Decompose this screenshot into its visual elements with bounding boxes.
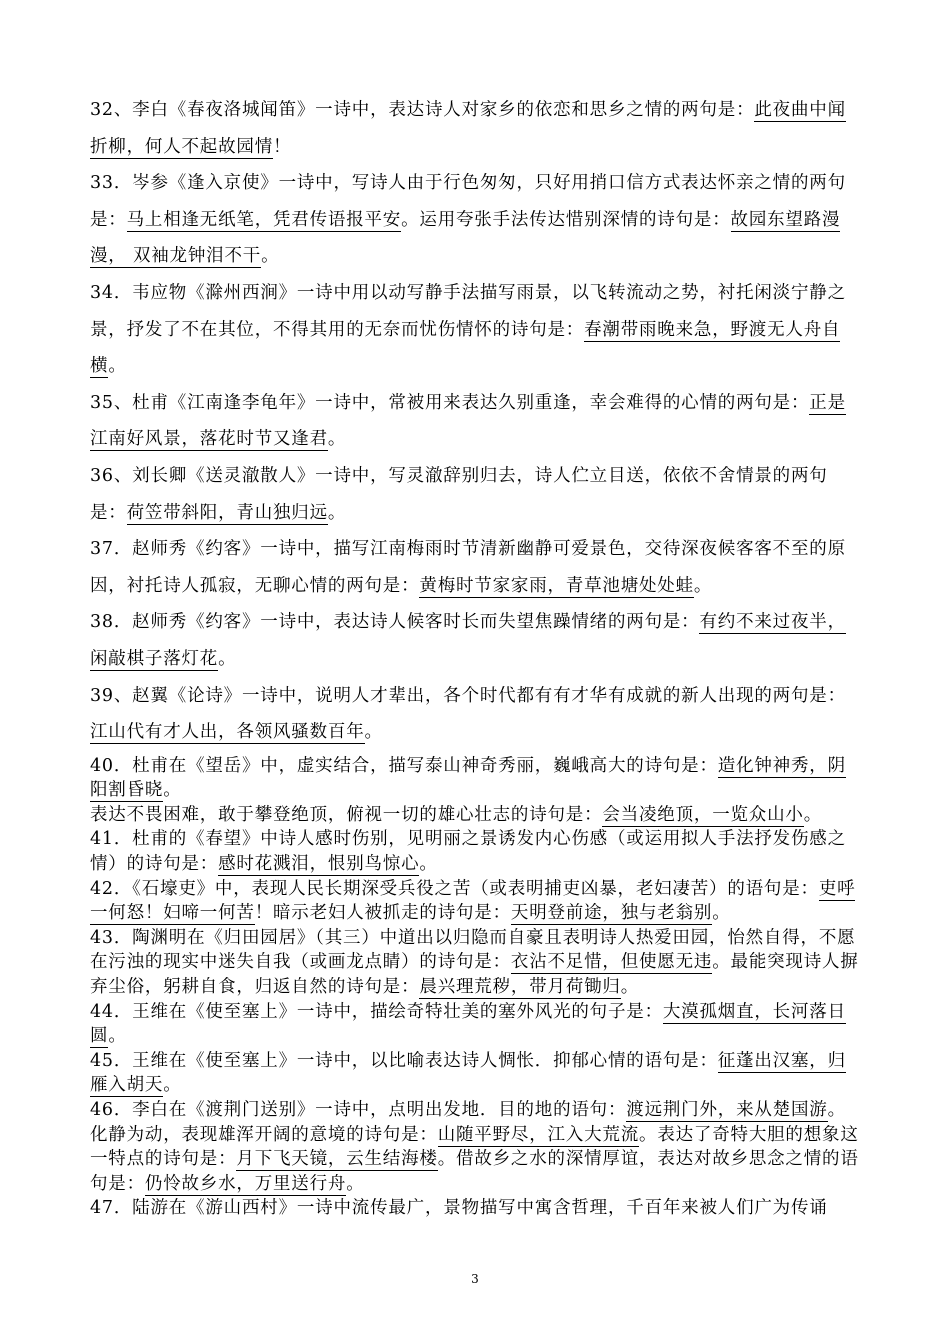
question-text: 。 (218, 648, 237, 669)
answer-underlined: 征蓬出汉塞，归雁入胡天 (90, 1050, 846, 1096)
question-item (90, 92, 862, 165)
question-text: 。 (364, 722, 383, 743)
question-text: ！ (273, 136, 292, 157)
question-text: 45．王维在《使至塞上》一诗中，以比喻表达诗人惆怅．抑郁心情的语句是： (90, 1050, 718, 1071)
answer-underlined: 正是江南好风景，落花时节又逢君 (90, 392, 846, 450)
question-text: 46．李白在《渡荆门送别》一诗中，点明出发地．目的地的语句： (90, 1100, 627, 1120)
question-text: 。 (693, 575, 713, 596)
question-text: 。借故乡之水的深情厚谊，表达对故乡思念之情的语句是： (90, 1149, 859, 1194)
question-text: 。 (620, 977, 640, 998)
question-item (90, 531, 862, 604)
question-text: 。 (108, 1026, 127, 1047)
question-text: 35、杜甫《江南逢李龟年》一诗中，常被用来表达久别重逢，幸会难得的心情的两句是： (90, 392, 810, 413)
answer-underlined: 仍怜故乡水，万里送行舟 (144, 1173, 347, 1194)
question-text: 。化静为动，表现雄浑开阔的意境的诗句是： (90, 1100, 846, 1145)
answer-underlined: 渡远荆门外，来从楚国游 (626, 1100, 828, 1120)
question-item (90, 803, 862, 828)
question-text: 。 (261, 246, 280, 267)
question-item (90, 678, 862, 751)
question-item (90, 165, 862, 275)
question-item (90, 926, 862, 1000)
question-text: 32、李白《春夜洛城闻笛》一诗中，表达诗人对家乡的依恋和思乡之情的两句是： (90, 100, 755, 120)
answer-underlined: 春潮带雨晚来急，野渡无人舟自横 (90, 319, 841, 377)
question-item (90, 385, 862, 458)
question-text: 44．王维在《使至塞上》一诗中，描绘奇特壮美的塞外风光的句子是： (90, 1001, 663, 1022)
question-text: 41．杜甫的《春望》中诗人感时伤别，见明丽之景诱发内心伤感（或运用拟人手法抒发伤感之情）的诗句是： (90, 829, 846, 875)
question-text: 34．韦应物《滁州西涧》一诗中用以动写静手法描写雨景，以飞转流动之势，衬托闲淡宁静之景，抒发了不在其位，不得其用的无奈而忧伤情怀的诗句是： (90, 282, 846, 340)
question-item (90, 458, 862, 531)
question-text: 40．杜甫在《望岳》中，虚实结合，描写泰山神奇秀丽，巍峨高大的诗句是： (90, 755, 718, 776)
answer-underlined: 会当凌绝顶，一览众山小 (602, 804, 804, 825)
answer-underlined: 衣沾不足惜，但使愿无违 (510, 952, 713, 973)
question-item (90, 1049, 862, 1098)
question-text: 43．陶渊明在《归田园居》（其三）中道出以归隐而自豪且表明诗人热爱田园，怡然自得，不愿在污浊的现实中迷失自我（或画龙点睛）的诗句是： (90, 927, 856, 973)
answer-underlined: 月下飞天镜，云生结海楼 (236, 1149, 438, 1170)
question-text: 38．赵师秀《约客》一诗中，表达诗人候客时长而失望焦躁情绪的两句是： (90, 612, 700, 633)
question-text: 。 (108, 356, 127, 377)
answer-underlined: 山随平野尽，江入大荒流 (437, 1124, 640, 1145)
question-text: 。 (327, 429, 347, 450)
question-text: 36、刘长卿《送灵澈散人》一诗中，写灵澈辞别归去，诗人伫立目送，依依不舍情景的两句是： (90, 465, 828, 523)
answer-underlined: 吏呼一何怒！妇啼一何苦 (90, 878, 856, 924)
question-item (90, 604, 862, 677)
answer-underlined: 有约不来过夜半，闲敲棋子落灯花 (90, 612, 846, 669)
question-text: 47．陆游在《游山西村》一诗中流传最广，景物描写中寓含哲理，千百年来被人们广为传诵 (90, 1198, 828, 1219)
answer-underlined: 大漠孤烟直，长河落日圆 (90, 1001, 846, 1047)
question-text: 。 (346, 1173, 365, 1194)
answer-underlined: 此夜曲中闻折柳，何人不起故园情 (90, 100, 846, 157)
question-text: 33．岑参《逢入京使》一诗中，写诗人由于行色匆匆，只好用捎口信方式表达怀亲之情的两句是： (90, 173, 846, 230)
answer-underlined: 黄梅时节家家雨，青草池塘处处蛙 (419, 575, 694, 596)
answer-underlined: 故园东望路漫漫， 双袖龙钟泪不干 (90, 209, 841, 267)
question-text: 。表达了奇特大胆的想象这一特点的诗句是： (90, 1124, 859, 1170)
answer-underlined: 荷笠带斜阳，青山独归远 (126, 502, 328, 523)
question-item (90, 1000, 862, 1049)
question-item (90, 877, 862, 926)
question-item (90, 275, 862, 385)
question-text: 39、赵翼《论诗》一诗中，说明人才辈出，各个时代都有有才华有成就的新人出现的两句是： (90, 685, 846, 706)
answer-underlined: 马上相逢无纸笔，凭君传语报平安 (126, 209, 402, 230)
answer-underlined: 造化钟神秀，阴阳割昏晓 (90, 755, 846, 801)
answer-underlined: 江山代有才人出，各领风骚数百年 (90, 722, 365, 743)
question-item (90, 754, 862, 803)
answer-underlined: 天明登前途，独与老翁别 (510, 903, 713, 924)
answer-underlined: 感时花溅泪，恨别鸟惊心 (218, 854, 420, 875)
answer-underlined: 晨兴理荒秽，带月荷锄归 (419, 977, 621, 998)
question-text: 37．赵师秀《约客》一诗中，描写江南梅雨时节清新幽静可爱景色，交待深夜候客客不至的原因，衬托诗人孤寂，无聊心情的两句是： (90, 539, 846, 596)
question-text: 42．《石壕吏》中，表现人民长期深受兵役之苦（或表明捕吏凶暴，老妇凄苦）的语句是： (90, 878, 819, 899)
question-text: ！暗示老妇人被抓走的诗句是： (254, 903, 511, 924)
question-text: 。 (803, 804, 823, 825)
document-body (90, 92, 862, 1221)
question-item (90, 1196, 862, 1221)
question-item (90, 1098, 862, 1196)
question-text: 表达不畏困难，敢于攀登绝顶，俯视一切的雄心壮志的诗句是： (90, 804, 603, 825)
question-text: 。 (163, 1075, 182, 1096)
question-text: 。 (163, 780, 182, 801)
question-text: 。 (327, 502, 347, 523)
question-item (90, 827, 862, 876)
question-text: 。 (419, 854, 438, 875)
question-text: 。运用夸张手法传达惜别深情的诗句是： (401, 209, 731, 230)
question-text: 。最能突现诗人摒弃尘俗，躬耕自食，归返自然的诗句是： (90, 952, 859, 998)
page-number: 3 (471, 1272, 479, 1286)
question-text: 。 (712, 903, 731, 924)
